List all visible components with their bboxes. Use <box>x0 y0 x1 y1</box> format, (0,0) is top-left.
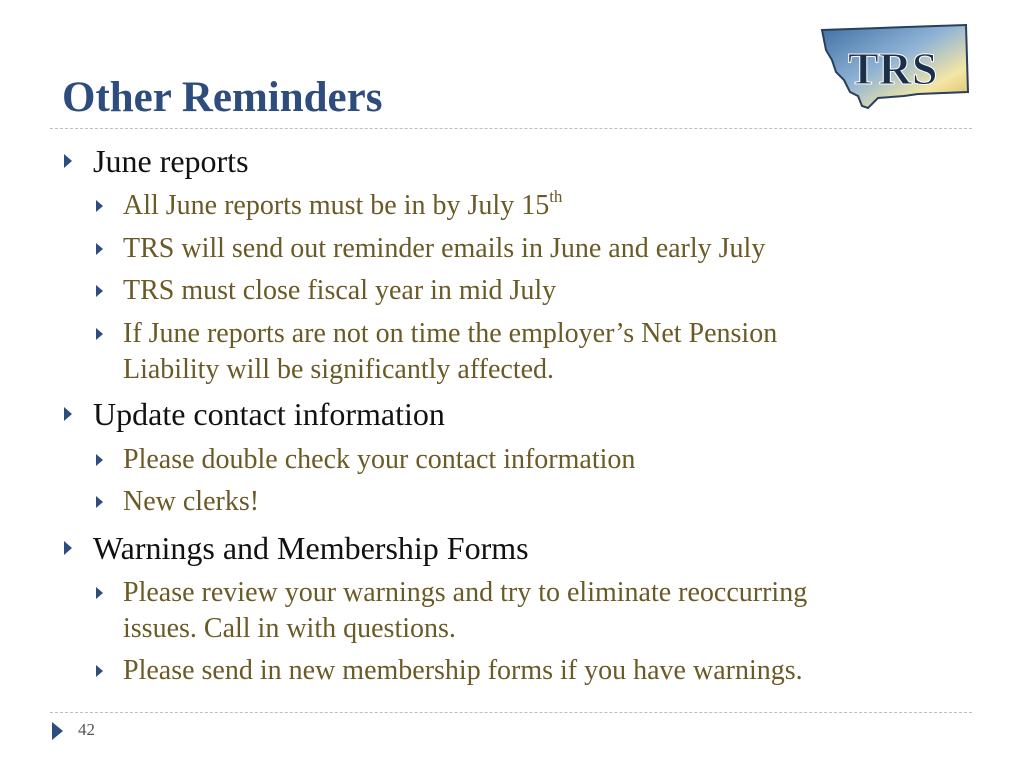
footer-divider <box>50 712 972 713</box>
ordinal-suffix: th <box>549 187 563 206</box>
bullet-arrow-icon <box>64 541 72 555</box>
bullet-arrow-icon <box>96 496 103 508</box>
sub-bullet <box>123 575 807 647</box>
bullet-text: June reports <box>93 143 249 179</box>
bullet-text: Warnings and Membership Forms <box>93 530 529 566</box>
sub-bullet <box>123 484 259 520</box>
sub-bullet-text: All June reports must be in by July 15 <box>123 190 550 221</box>
bullet-arrow-icon <box>96 200 103 212</box>
sub-bullet-text: Please send in new membership forms if you have warnings. <box>123 655 803 686</box>
sub-bullet-text: TRS will send out reminder emails in June and early July <box>123 233 766 264</box>
bullet-arrow-icon <box>96 285 103 297</box>
sub-bullet-text: Please double check your contact information <box>123 444 636 475</box>
sub-bullet <box>123 231 765 267</box>
sub-bullet <box>123 273 556 309</box>
bullet-warnings-forms <box>93 531 529 565</box>
sub-bullet-line: If June reports are not on time the employer’s Net Pension <box>123 318 778 349</box>
footer-arrow-icon <box>52 722 63 740</box>
bullet-arrow-icon <box>96 454 103 466</box>
bullet-arrow-icon <box>96 587 103 599</box>
sub-bullet-text: TRS must close fiscal year in mid July <box>123 275 557 306</box>
bullet-arrow-icon <box>96 665 103 677</box>
page-number: 42 <box>78 720 95 739</box>
sub-bullet-line: Liability will be significantly affected. <box>123 354 555 385</box>
bullet-arrow-icon <box>64 407 72 421</box>
bullet-arrow-icon <box>96 243 103 255</box>
bullet-arrow-icon <box>64 154 72 168</box>
sub-bullet-text: New clerks! <box>123 486 260 517</box>
slide-title: Other Reminders <box>62 74 383 121</box>
sub-bullet-line: Please review your warnings and try to eliminate reoccurring <box>123 577 808 608</box>
bullet-text: Update contact information <box>93 396 445 432</box>
bullet-arrow-icon <box>96 328 103 340</box>
sub-bullet <box>123 442 635 478</box>
sub-bullet-line: issues. Call in with questions. <box>123 613 456 644</box>
sub-bullet <box>123 188 562 224</box>
sub-bullet <box>123 653 803 689</box>
sub-bullet <box>123 316 777 388</box>
logo-text: TRS <box>848 43 938 94</box>
bullet-june-reports <box>93 144 249 178</box>
bullet-update-contact <box>93 397 445 431</box>
